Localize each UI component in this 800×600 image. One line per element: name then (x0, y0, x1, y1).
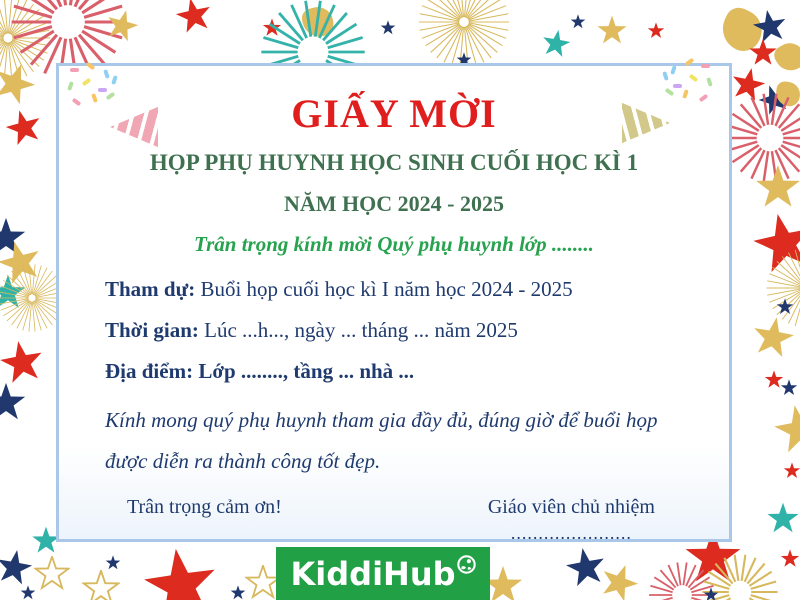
signature-row (105, 496, 683, 544)
kiddihub-logo-text: KiddiHub (290, 554, 456, 593)
star-decoration (230, 585, 246, 600)
star-decoration (570, 14, 586, 30)
note-paragraph (105, 400, 683, 482)
star-decoration (596, 15, 628, 47)
star-decoration (776, 298, 794, 316)
star-decoration (82, 570, 120, 600)
star-decoration (769, 400, 800, 460)
field-time-value: Lúc ...h..., ngày ... tháng ... năm 2025 (204, 317, 518, 342)
star-decoration (539, 27, 574, 62)
field-location-value: Lớp ........, tầng ... nhà ... (198, 358, 415, 383)
star-decoration (647, 22, 665, 40)
star-decoration (0, 382, 27, 424)
field-attend-value: Buổi họp cuối học kì I năm học 2024 - 2025 (200, 276, 573, 301)
star-decoration (137, 542, 225, 600)
star-decoration (105, 555, 121, 571)
note-line-1: Kính mong quý phụ huynh tham gia đầy đủ, đúng giờ để buổi họp (105, 407, 658, 432)
invite-line: Trân trọng kính mời Quý phụ huynh lớp ........ (194, 231, 594, 256)
field-location (105, 359, 683, 383)
signature-title: Giáo viên chủ nhiệm (487, 495, 655, 518)
detail-fields (105, 277, 683, 383)
star-decoration (34, 556, 70, 592)
card-subtitle-meeting: HỌP PHỤ HUYNH HỌC SINH CUỐI HỌC KÌ 1 (149, 149, 639, 175)
card-subtitle-schoolyear: NĂM HỌC 2024 - 2025 (284, 191, 504, 217)
signature-block (488, 496, 655, 544)
star-decoration (703, 587, 719, 600)
star-decoration (780, 549, 800, 569)
field-attend (105, 277, 683, 301)
signature-dots: ...................... (510, 522, 632, 543)
star-decoration (754, 164, 800, 212)
star-decoration (171, 0, 216, 39)
star-decoration (380, 20, 396, 36)
invitation-card (56, 63, 732, 542)
globe-icon (457, 555, 476, 574)
field-time-label: Thời gian: (105, 317, 199, 342)
star-decoration (748, 313, 799, 364)
field-attend-label: Tham dự: (105, 276, 196, 301)
star-decoration (780, 379, 798, 397)
card-title: GIẤY MỜI (291, 91, 497, 136)
star-decoration (0, 546, 36, 590)
note-line-2: được diễn ra thành công tốt đẹp. (105, 448, 381, 473)
field-location-label: Địa điểm: (105, 358, 194, 383)
star-decoration (783, 462, 800, 480)
thanks-text: Trân trọng cảm ơn! (127, 495, 282, 518)
kiddihub-logo (276, 547, 490, 600)
star-decoration (766, 502, 800, 536)
field-time (105, 318, 683, 342)
star-decoration (1, 105, 48, 152)
star-decoration (20, 585, 36, 600)
